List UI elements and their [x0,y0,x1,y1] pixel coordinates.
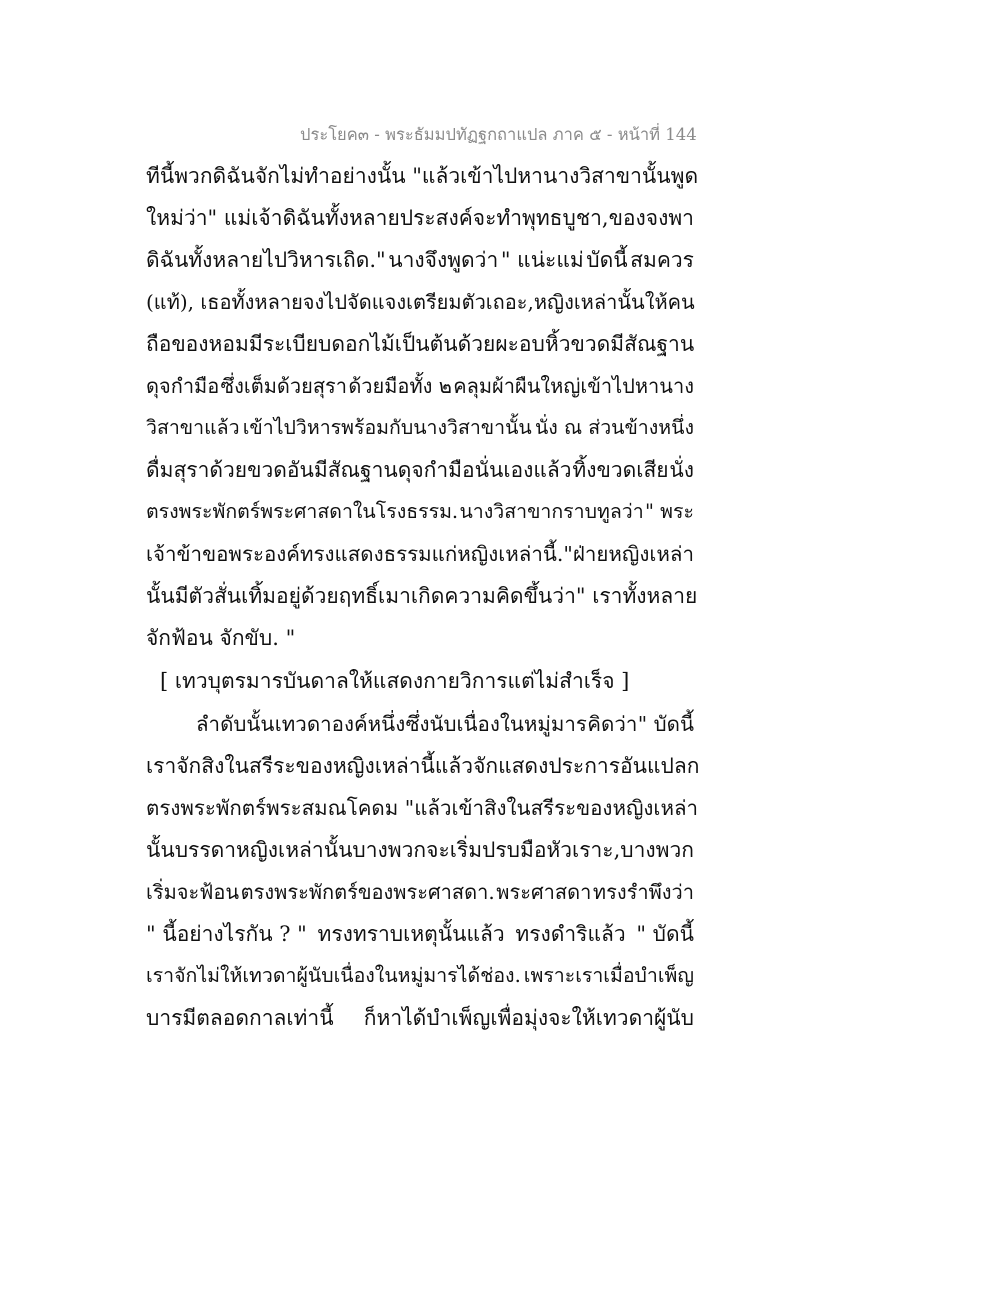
word: บางพวกจะเริ่มปรบมือหัวเราะ, [352,838,621,862]
word: ของจงพา [608,206,694,230]
word: หญิงเหล่านั้นให้คน [533,290,695,314]
word: หิ้วขวดมีสัณฐาน [544,332,695,356]
text-line-19 [146,960,694,991]
word: นั่ง [669,458,694,482]
word: คลุมผ้าผืนใหญ่เข้าไปหานาง [453,374,694,398]
word: " แน่ะแม่ [500,248,584,272]
word: ตรงพระพักตร์พระศาสดาในโรงธรรม. [146,500,459,523]
running-header: ประโยค๓ - พระธัมมปทัฏฐกถาแปล ภาค ๕ - หน้าที่ 144 [300,125,697,144]
word: แล้วเข้าไปหานางวิสาขานั้น [421,164,671,188]
word: เพราะเราเมื่อบำเพ็ญ [523,964,694,987]
word: ด้วยมือทั้ง ๒ [348,374,452,398]
word: ดุจกำมือ [146,374,220,398]
word: เทวดาองค์หนึ่ง [274,712,406,736]
text-line-9 [146,496,694,527]
text-line-14 [146,750,700,783]
word: " พระ [645,500,694,523]
word: เราจักสิงในสรีระของหญิงเหล่านี้แล้ว [146,754,474,778]
word: เจ้าข้า [146,542,203,566]
text-line-6 [146,370,694,402]
word: บารมีตลอดกาลเท่านี้ [146,1006,334,1030]
text-line-18 [146,918,694,951]
word: ทีนี้ [146,164,175,188]
word: พระศาสดา [496,880,592,904]
word: ตรงพระพักตร์ของพระศาสดา. [240,880,495,904]
word: ลำดับนั้น [196,712,275,736]
word: เราจักไม่ให้เทวดาผู้นับเนื่องในหมู่มารได้ช่อง. [146,964,521,987]
word: เริ่มจะฟ้อน [146,880,240,904]
word: ทรงทราบเหตุนั้นแล้ว [317,922,505,946]
word: " นี้อย่างไรกัน ? " [146,922,307,946]
text-line-12: จักฟ้อน จักขับ. " [146,626,296,650]
text-line-11 [146,580,698,613]
word: คิดว่า [587,712,638,736]
word: ตรงพระพักตร์พระสมณโคดม " [146,796,415,820]
section-heading: [ เทวบุตรมารบันดาลให้แสดงกายวิการแต่ไม่สำเร็จ ] [160,669,630,693]
word: ถือของหอมมีระเบียบดอกไม้เป็นต้นด้วยผะอบ [146,332,545,356]
word: บัดนี้ [586,248,628,272]
word: ซึ่งเต็มด้วยสุรา [220,374,348,398]
word: ทรงรำพึงว่า [592,880,694,904]
word: ทรงดำริแล้ว [515,922,626,946]
word: พวกดิฉันจักไม่ทำอย่างนั้น " [174,164,422,188]
word: ฝ่ายหญิงเหล่า [572,542,694,566]
text-line-7 [146,412,694,443]
text-line-15 [146,792,699,825]
word: ขอพระองค์ทรงแสดงธรรมแก่หญิงเหล่านี้." [202,542,573,566]
word: " แม่เจ้า [207,206,283,230]
word: บรรดาหญิงเหล่านั้น [174,838,353,862]
word: เข้าไปวิหารพร้อมกับนางวิสาขานั้น [242,416,532,439]
text-line-5 [146,328,694,361]
word: เกิดความคิดขึ้นว่า [410,584,576,608]
word: นั้น [146,584,175,608]
word: พูด [670,164,699,188]
word: จักแสดงประการอันแปลก [473,754,700,778]
word: ซึ่งนับเนื่องในหมู่มาร [405,712,587,736]
word: " เราทั้งหลาย [575,584,698,608]
word: บางพวก [620,838,694,862]
word: นั้น [146,838,175,862]
text-line-16 [146,834,694,867]
text-line-8 [146,454,694,487]
text-line-20 [146,1002,694,1035]
text-line-1 [146,160,699,193]
word: ดิฉันทั้งหลายประสงค์จะทำพุทธบูชา, [282,206,609,230]
word: ใหม่ว่า [146,206,208,230]
word: นางจึงพูดว่า [388,248,499,272]
word: ดื่มสุราด้วยขวดอันมีสัณฐานดุจกำมือนั่นเองแล้ว [146,458,572,482]
word: ทิ้งขวดเสีย [572,458,669,482]
text-line-4 [146,286,694,318]
word: ดิฉันทั้งหลายไปวิหารเถิด." [146,248,386,272]
word: แล้วเข้าสิงในสรีระของหญิงเหล่า [414,796,699,820]
text-line-3 [146,244,694,277]
word: สมควร [630,248,694,272]
word: นั่ง ณ ส่วนข้างหนึ่ง [534,416,694,439]
text-line-13 [196,708,694,741]
word: (แท้), เธอทั้งหลายจงไปจัดแจงเตรียมตัวเถอะ, [146,290,534,314]
text-line-17 [146,876,694,908]
word: วิสาขาแล้ว [146,416,240,439]
word: นางวิสาขากราบทูลว่า [459,500,644,523]
text-line-10 [146,538,694,571]
word: " บัดนี้ [637,712,694,736]
text-line-2 [146,202,694,235]
word: " บัดนี้ [636,922,694,946]
word: มีตัวสั่นเทิ้มอยู่ด้วยฤทธิ์เมา [174,584,411,608]
word: ก็หาได้บำเพ็ญเพื่อมุ่งจะให้เทวดาผู้นับ [363,1006,694,1030]
